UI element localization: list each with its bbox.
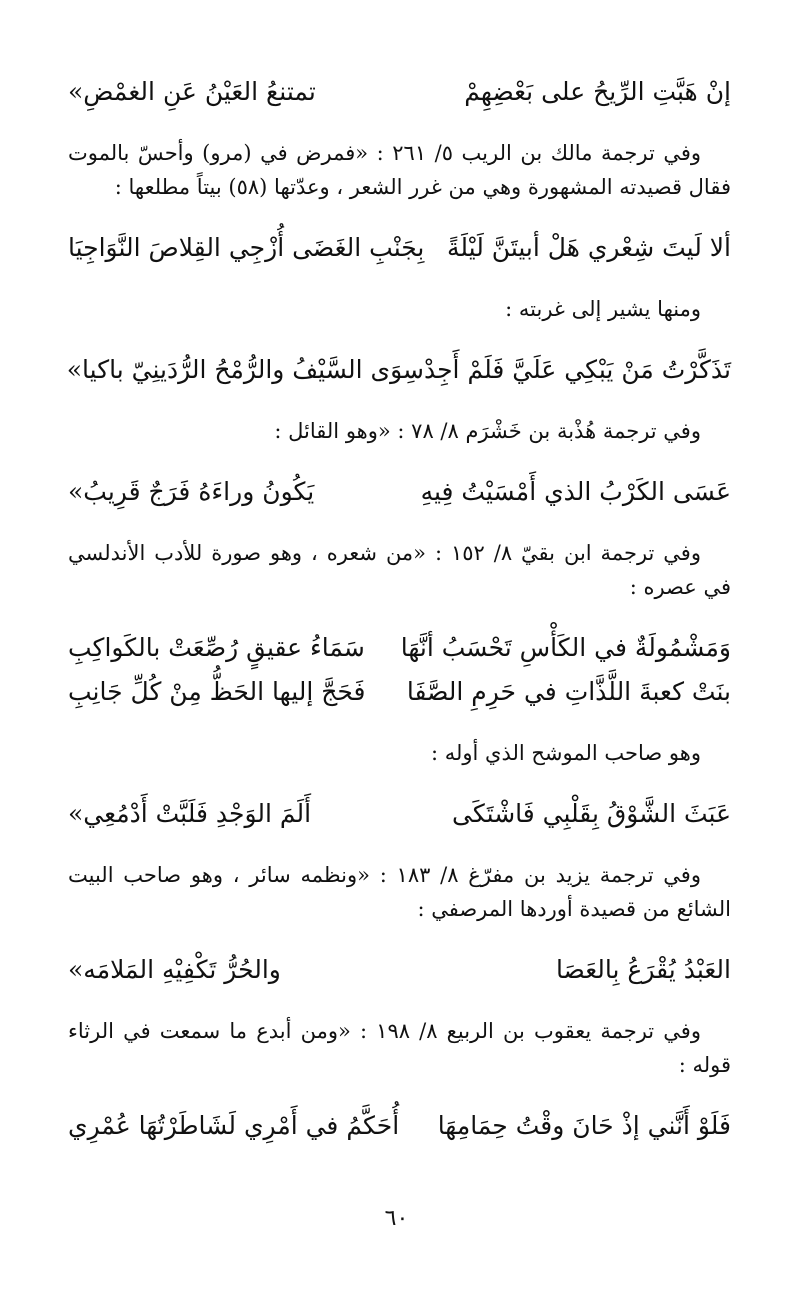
verse-left-hemistich: تمتنعُ العَيْنُ عَنِ الغمْضِ» xyxy=(68,77,316,106)
verse-left-hemistich: سَمَاءُ عقيقٍ رُصِّعَتْ بالكَواكِبِ xyxy=(68,633,365,662)
paragraph-yazid-ibn-mufarrigh: وفي ترجمة يزيد بن مفرّغ ٨/ ١٨٣ : «ونظمه سائر ، وهو صاحب البيت الشائع من قصيدة أوردها المرصفي : xyxy=(68,863,731,921)
verse-group xyxy=(68,626,731,714)
verse-left-hemistich: والحُرُّ تَكْفِيْهِ المَلامَه» xyxy=(68,955,281,984)
verse-line xyxy=(68,948,731,992)
verse-right-hemistich: بنَتْ كعبةَ اللَّذَّاتِ في حَرِمِ الصَّفَا xyxy=(406,677,731,706)
verse-left-hemistich: بِجَنْبِ الغَضَى أُزْجِي القِلاصَ النَّوَاجِيَا xyxy=(68,233,425,262)
page-number: ٦٠ xyxy=(384,1206,409,1231)
paragraph-muwashshah: وهو صاحب الموشح الذي أوله : xyxy=(430,741,701,765)
verse-line xyxy=(68,348,731,392)
paragraph-hudba: وفي ترجمة هُذْبة بن خَشْرَم ٨/ ٧٨ : «وهو القائل : xyxy=(274,419,701,443)
paragraph-yaqub-ibn-rabi: وفي ترجمة يعقوب بن الربيع ٨/ ١٩٨ : «ومن أبدع ما سمعت في الرثاء قوله : xyxy=(68,1019,731,1077)
verse-line xyxy=(68,70,731,114)
paragraph-malik-ibn-rayb: وفي ترجمة مالك بن الريب ٥/ ٢٦١ : «فمرض في (مرو) وأحسّ بالموت فقال قصيدته المشهورة وهي من غرر الشعر ، وعدّتها (٥٨) بيتاً مطلعها : xyxy=(68,141,731,199)
verse-right-hemistich: وَمَشْمُولَةٌ في الكَأْسِ تَحْسَبُ أنَّهَا xyxy=(400,633,731,662)
verse-right-hemistich: فَلَوْ أَنَّني إذْ حَانَ وقْتُ حِمَامِهَا xyxy=(437,1111,731,1140)
verse-line xyxy=(68,626,731,670)
verse-right-hemistich: تَذَكَّرْتُ مَنْ يَبْكِي عَلَيَّ فَلَمْ أَجِدْ xyxy=(423,355,731,384)
verse-left-hemistich: أُحَكَّمُ في أَمْرِي لَشَاطَرْتُهَا عُمْرِي xyxy=(68,1111,400,1140)
verse-line xyxy=(68,226,731,270)
paragraph-ghurba: ومنها يشير إلى غربته : xyxy=(505,297,701,321)
verse-left-hemistich: سِوَى السَّيْفُ والرُّمْحُ الرُّدَينِيّ باكيا» xyxy=(66,355,424,384)
verse-line xyxy=(68,470,731,514)
verse-right-hemistich: ألا لَيتَ شِعْري هَلْ أبيتَنَّ لَيْلَةً xyxy=(447,233,731,262)
verse-line xyxy=(68,670,731,714)
verse-left-hemistich: يَكُونُ وراءَهُ فَرَجٌ قَرِيبُ» xyxy=(68,477,315,506)
verse-right-hemistich: العَبْدُ يُقْرَعُ بِالعَصَا xyxy=(555,955,731,984)
verse-left-hemistich: أَلَمَ الوَجْدِ فَلَبَّتْ أَدْمُعِي» xyxy=(68,799,312,828)
verse-right-hemistich: عَبَثَ الشَّوْقُ بِقَلْبِي فَاشْتَكَى xyxy=(452,799,731,828)
verse-right-hemistich: عَسَى الكَرْبُ الذي أَمْسَيْتُ فِيهِ xyxy=(420,477,731,506)
paragraph-ibn-baqi: وفي ترجمة ابن بقيّ ٨/ ١٥٢ : «من شعره ، وهو صورة للأدب الأندلسي في عصره : xyxy=(68,541,731,599)
verse-left-hemistich: فَحَجَّ إليها الحَظُّ مِنْ كُلِّ جَانِبِ xyxy=(68,677,366,706)
verse-right-hemistich: إنْ هَبَّتِ الرِّيحُ على بَعْضِهِمْ xyxy=(464,77,731,106)
verse-line xyxy=(68,1104,731,1148)
verse-line xyxy=(68,792,731,836)
